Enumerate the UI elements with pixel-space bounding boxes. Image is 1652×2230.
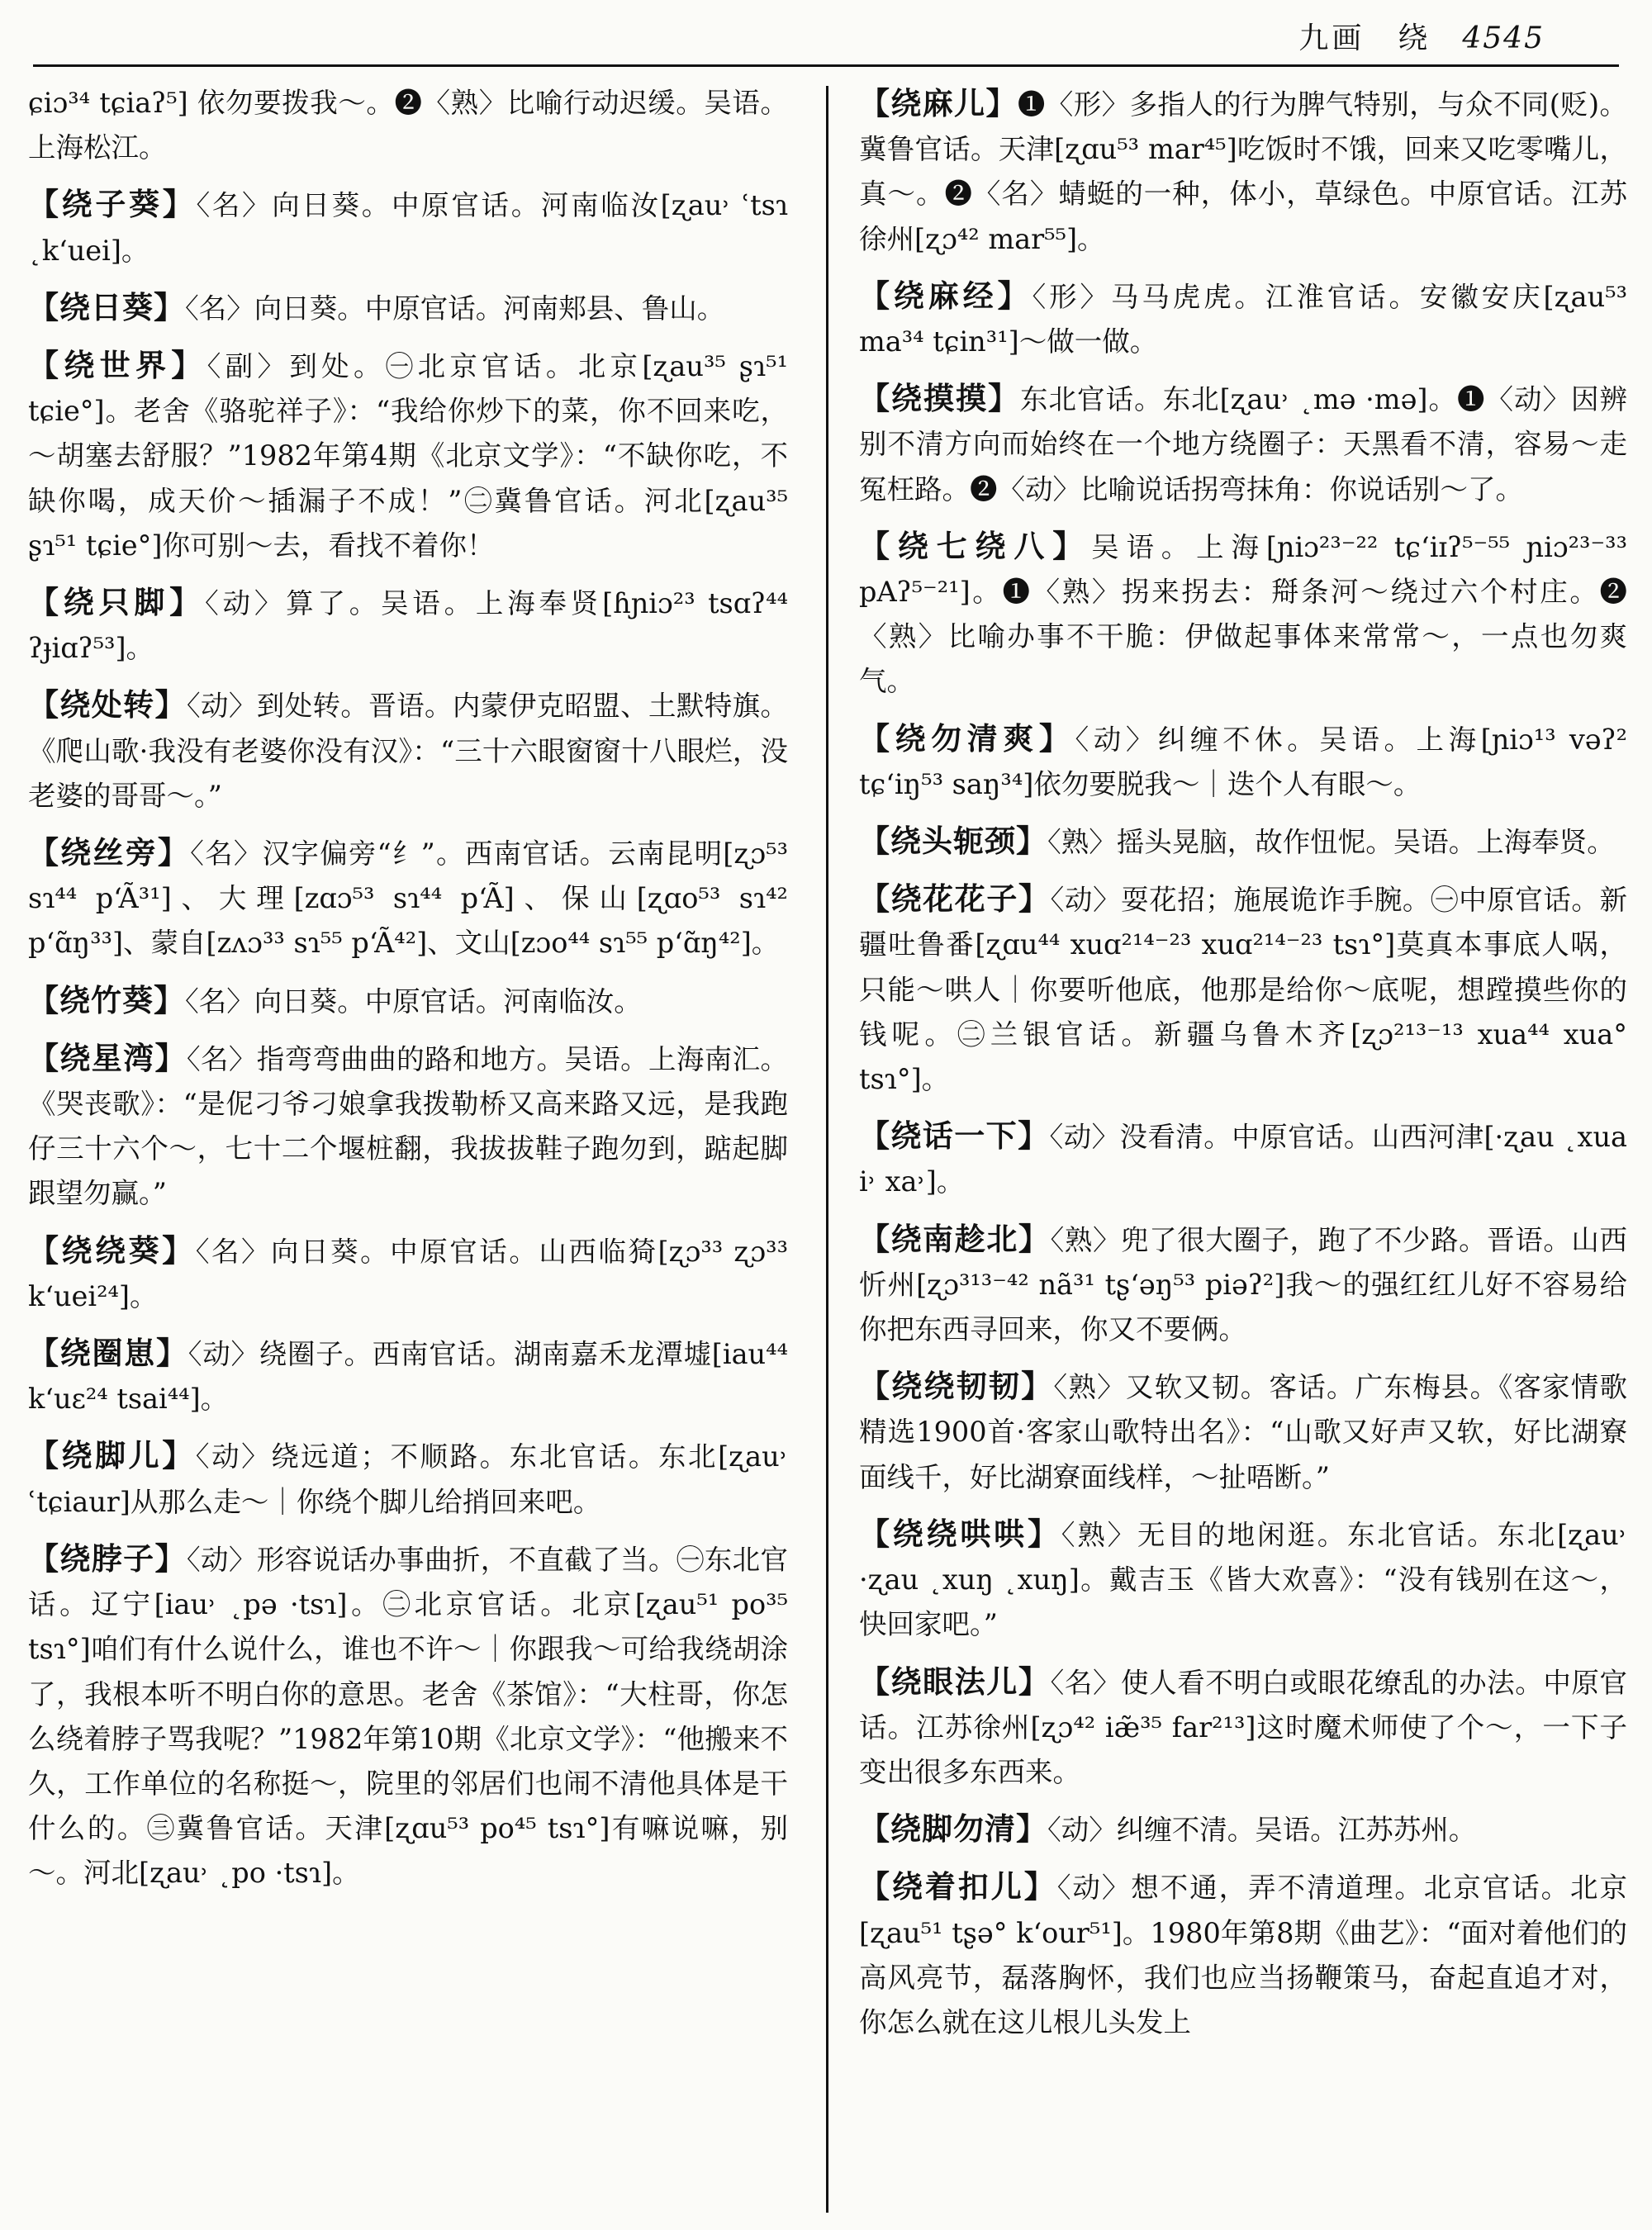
entry-definition: 〈动〉形容说话办事曲折，不直截了当。㊀东北官话。辽宁[iau˒ ˛pə ·tsɿ]。㊁北京官话。北京[ʐau⁵¹ po³⁵ tsɿ°]咱们有什么说什么，谁也不许～｜你跟我～可给我绕胡涂了，我根本听不明白你的意思。老舍《茶馆》：“大柱哥，你怎么绕着脖子骂我呢？”1982年第10期《北京文学》：“他搬来不久，工作单位的名称挺～，院里的邻居们也闹不清他具体是干什么的。㊂冀鲁官话。天津[ʐɑu⁵³ po⁴⁵ tsɿ°]有嘛说嘛，别～。河北[ʐau˒ ˛po ·tsɿ]。: [28, 1543, 788, 1890]
dictionary-entry: [28, 285, 788, 331]
entry-definition: 〈动〉纠缠不休。吴语。上海[ɲiɔ¹³ vəʔ² tɕʻiŋ⁵³ saŋ³⁴]依勿要脱我～｜迭个人有眼～。: [859, 723, 1627, 800]
entry-headword: 【绕南趁北】: [859, 1220, 1051, 1257]
entry-definition: 〈形〉马马虎虎。江淮官话。安徽安庆[ʐau⁵³ ma³⁴ tɕin³¹]～做一做。: [859, 280, 1627, 358]
dictionary-entry: [859, 273, 1627, 364]
entry-headword: 【绕勿清爽】: [859, 719, 1075, 757]
entry-definition: 〈动〉算了。吴语。上海奉贤[ɦɲiɔ²³ tsɑʔ⁴⁴ ʔɟiɑʔ⁵³]。: [28, 587, 788, 665]
entry-definition: 〈名〉使人看不明白或眼花缭乱的办法。中原官话。江苏徐州[ʐɔ⁴² iæ̃³⁵ far²¹³]这时魔术师使了个～，一下子变出很多东西来。: [859, 1666, 1627, 1788]
dictionary-entry: [859, 1864, 1627, 2045]
entry-headword: 【绕子葵】: [28, 186, 197, 223]
entry-headword: 【绕着扣儿】: [859, 1868, 1057, 1905]
dictionary-entry: [859, 1113, 1627, 1204]
entry-headword: 【绕圈崽】: [28, 1335, 188, 1372]
entry-headword: 【绕麻儿】: [859, 85, 1018, 121]
entry-headword: 【绕头轭颈】: [859, 823, 1047, 860]
dictionary-entry: [859, 1364, 1627, 1500]
dictionary-entry: [859, 1511, 1627, 1648]
dictionary-entry: [28, 81, 788, 170]
entry-headword: 【绕绕葵】: [28, 1231, 196, 1269]
dictionary-entry: [28, 978, 788, 1024]
entry-definition: 〈名〉汉字偏旁“纟”。西南官话。云南昆明[ʐɔ⁵³ sɿ⁴⁴ pʻÃ³¹]、大理[zɑɔ⁵³ sɿ⁴⁴ pʻÃ]、保山[ʐɑo⁵³ sɿ⁴² pʻɑ̃ŋ³³]、蒙自[zʌɔ³³ sɿ⁵⁵ pʻÃ⁴²]、文山[zɔo⁴⁴ sɿ⁵⁵ pʻɑ̃ŋ⁴²]。: [28, 837, 788, 960]
entry-definition: 〈熟〉又软又韧。客话。广东梅县。《客家情歌精选1900首·客家山歌特出名》：“山歌又好声又软，好比湖寮面线千，好比湖寮面线样，～扯唔断。”: [859, 1371, 1627, 1493]
entry-headword: 【绕丝旁】: [28, 834, 191, 871]
entry-headword: 【绕只脚】: [28, 584, 205, 621]
dictionary-entry: [859, 818, 1627, 865]
entry-definition: 〈动〉到处转。晋语。内蒙伊克昭盟、土默特旗。《爬山歌·我没有老婆你没有汉》：“三十六眼窗窗十八眼烂，没老婆的哥哥～。”: [28, 690, 788, 812]
dictionary-entry: [28, 1228, 788, 1319]
entry-headword: 【绕绕韧韧】: [859, 1368, 1054, 1405]
dictionary-entry: [859, 1217, 1627, 1353]
dictionary-entry: [28, 580, 788, 671]
entry-headword: 【绕脖子】: [28, 1540, 187, 1577]
right-column: [859, 81, 1627, 2230]
entry-definition: 〈动〉耍花招；施展诡诈手腕。㊀中原官话。新疆吐鲁番[ʐɑu⁴⁴ xuɑ²¹⁴⁻²³ xuɑ²¹⁴⁻²³ tsɿ°]莫真本事底人㖞，只能～哄人｜你要听他底，他那是给你～底呢，想蹚摸些你的钱呢。㊁兰银官话。新疆乌鲁木齐[ʐɔ²¹³⁻¹³ xua⁴⁴ xua° tsɿ°]。: [859, 884, 1627, 1096]
entry-definition: 〈名〉向日葵。中原官话。河南临汝[ʐau˒ ʿtsɿ ˛kʻuei]。: [28, 189, 788, 267]
dictionary-entry: [28, 682, 788, 818]
entry-headword: 【绕麻经】: [859, 277, 1032, 314]
entry-definition: 〈动〉没看清。中原官话。山西河津[·ʐau ˛xua i˒ xa˒]。: [859, 1121, 1627, 1198]
dictionary-entry: [28, 343, 788, 568]
dictionary-entry: [859, 81, 1627, 262]
running-title: 九画 绕: [1298, 21, 1431, 55]
dictionary-entry: [859, 524, 1627, 705]
entry-definition: 〈熟〉兜了很大圈子，跑了不少路。晋语。山西忻州[ʐɔ³¹³⁻⁴² nã³¹ tʂʻəŋ⁵³ piəʔ²]我～的强红红儿好不容易给你把东西寻回来，你又不要俩。: [859, 1223, 1627, 1346]
entry-definition: 〈名〉指弯弯曲曲的路和地方。吴语。上海南汇。《哭丧歌》：“是伲刁爷刁娘拿我拨勒桥又高来路又远，是我跑仔三十六个～，七十二个堰桩翻，我拔拔鞋子跑勿到，踮起脚跟望勿赢。”: [28, 1042, 788, 1210]
header-text: [1298, 15, 1545, 57]
dictionary-entry: [859, 376, 1627, 512]
entry-definition: 〈名〉向日葵。中原官话。河南临汝。: [185, 985, 642, 1018]
entry-headword: 【绕处转】: [28, 686, 187, 724]
entry-headword: 【绕七绕八】: [859, 527, 1092, 564]
entry-definition: ❶〈形〉多指人的行为脾气特别，与众不同(贬)。冀鲁官话。天津[ʐɑu⁵³ mar⁴⁵]吃饭时不饿，回来又吃零嘴儿，真～。❷〈名〉蜻蜓的一种，体小，草绿色。中原官话。江苏徐州[ʐɔ⁴² mar⁵⁵]。: [859, 88, 1627, 255]
left-column: [28, 81, 788, 2230]
entry-headword: 【绕星湾】: [28, 1039, 187, 1076]
entry-definition: 〈动〉纠缠不清。吴语。江苏苏州。: [1047, 1814, 1477, 1847]
entry-headword: 【绕绕哄哄】: [859, 1515, 1061, 1552]
entry-definition: 〈副〉到处。㊀北京官话。北京[ʐau³⁵ ʂɿ⁵¹ tɕie°]。老舍《骆驼祥子》：“我给你炒下的菜，你不回来吃，～胡塞去舒服？”1982年第4期《北京文学》：“不缺你吃，不缺你喝，成天价～插漏子不成！”㊁冀鲁官话。河北[ʐau³⁵ ʂɿ⁵¹ tɕie°]你可别～去，看找不着你！: [28, 350, 788, 562]
dictionary-entry: [28, 182, 788, 273]
entry-headword: 【绕脚儿】: [28, 1437, 196, 1474]
entry-definition: 〈动〉想不通，弄不清道理。北京官话。北京[ʐau⁵¹ tʂə° kʻour⁵¹]。1980年第8期《曲艺》：“面对着他们的高风亮节，磊落胸怀，我们也应当扬鞭策马，奋起直追才对，你怎么就在这儿根儿头发上: [859, 1872, 1627, 2038]
entry-headword: 【绕竹葵】: [28, 981, 185, 1018]
entry-headword: 【绕话一下】: [859, 1117, 1050, 1155]
entry-definition: 吴语。上海[ɲiɔ²³⁻²² tɕʻiɪʔ⁵⁻⁵⁵ ɲiɔ²³⁻³³ pAʔ⁵⁻²¹]。❶〈熟〉拐来拐去：搿条河～绕过六个村庄。❷〈熟〉比喻办事不干脆：伊做起事体来常常～，一点也勿爽气。: [859, 530, 1627, 698]
entry-definition: ɕiɔ³⁴ tɕiaʔ⁵] 依勿要拨我～。❷〈熟〉比喻行动迟缓。吴语。上海松江。: [28, 87, 788, 164]
dictionary-entry: [859, 1806, 1627, 1853]
entry-definition: 〈熟〉无目的地闲逛。东北官话。东北[ʐau˒ ·ʐau ˛xuŋ ˛xuŋ]。戴吉玉《皆大欢喜》：“没有钱别在这～，快回家吧。”: [859, 1518, 1627, 1641]
dictionary-entry: [28, 1536, 788, 1896]
entry-definition: 东北官话。东北[ʐau˒ ˛mə ·mə]。❶〈动〉因辨别不清方向而始终在一个地方绕圈子：天黑看不清，容易～走冤枉路。❷〈动〉比喻说话拐弯抹角：你说话别～了。: [859, 383, 1627, 505]
entry-definition: 〈名〉向日葵。中原官话。河南郏县、鲁山。: [185, 292, 725, 325]
page-number: 4545: [1462, 21, 1545, 55]
entry-definition: 〈名〉向日葵。中原官话。山西临猗[ʐɔ³³ ʐɔ³³ kʻuei²⁴]。: [28, 1235, 788, 1312]
entry-headword: 【绕花花子】: [859, 880, 1051, 918]
entry-headword: 【绕脚勿清】: [859, 1810, 1047, 1848]
dictionary-entry: [28, 1331, 788, 1421]
entry-definition: 〈熟〉摇头晃脑，故作忸怩。吴语。上海奉贤。: [1047, 826, 1615, 859]
dictionary-entry: [28, 1036, 788, 1217]
dictionary-entry: [859, 1659, 1627, 1796]
entry-headword: 【绕摸摸】: [859, 380, 1021, 417]
dictionary-entry: [859, 716, 1627, 807]
dictionary-entry: [859, 876, 1627, 1102]
entry-headword: 【绕世界】: [28, 347, 207, 384]
entry-headword: 【绕眼法儿】: [859, 1663, 1051, 1700]
dictionary-entry: [28, 1433, 788, 1524]
entry-definition: 〈动〉绕远道；不顺路。东北官话。东北[ʐau˒ ʿtɕiaur]从那么走～｜你绕个脚儿给捎回来吧。: [28, 1440, 788, 1518]
entry-headword: 【绕日葵】: [28, 288, 185, 325]
dictionary-entry: [28, 830, 788, 966]
entry-definition: 〈动〉绕圈子。西南官话。湖南嘉禾龙潭墟[iau⁴⁴ kʻuɛ²⁴ tsai⁴⁴]。: [28, 1338, 788, 1416]
running-header: [33, 0, 1619, 67]
column-divider: [826, 86, 828, 2213]
